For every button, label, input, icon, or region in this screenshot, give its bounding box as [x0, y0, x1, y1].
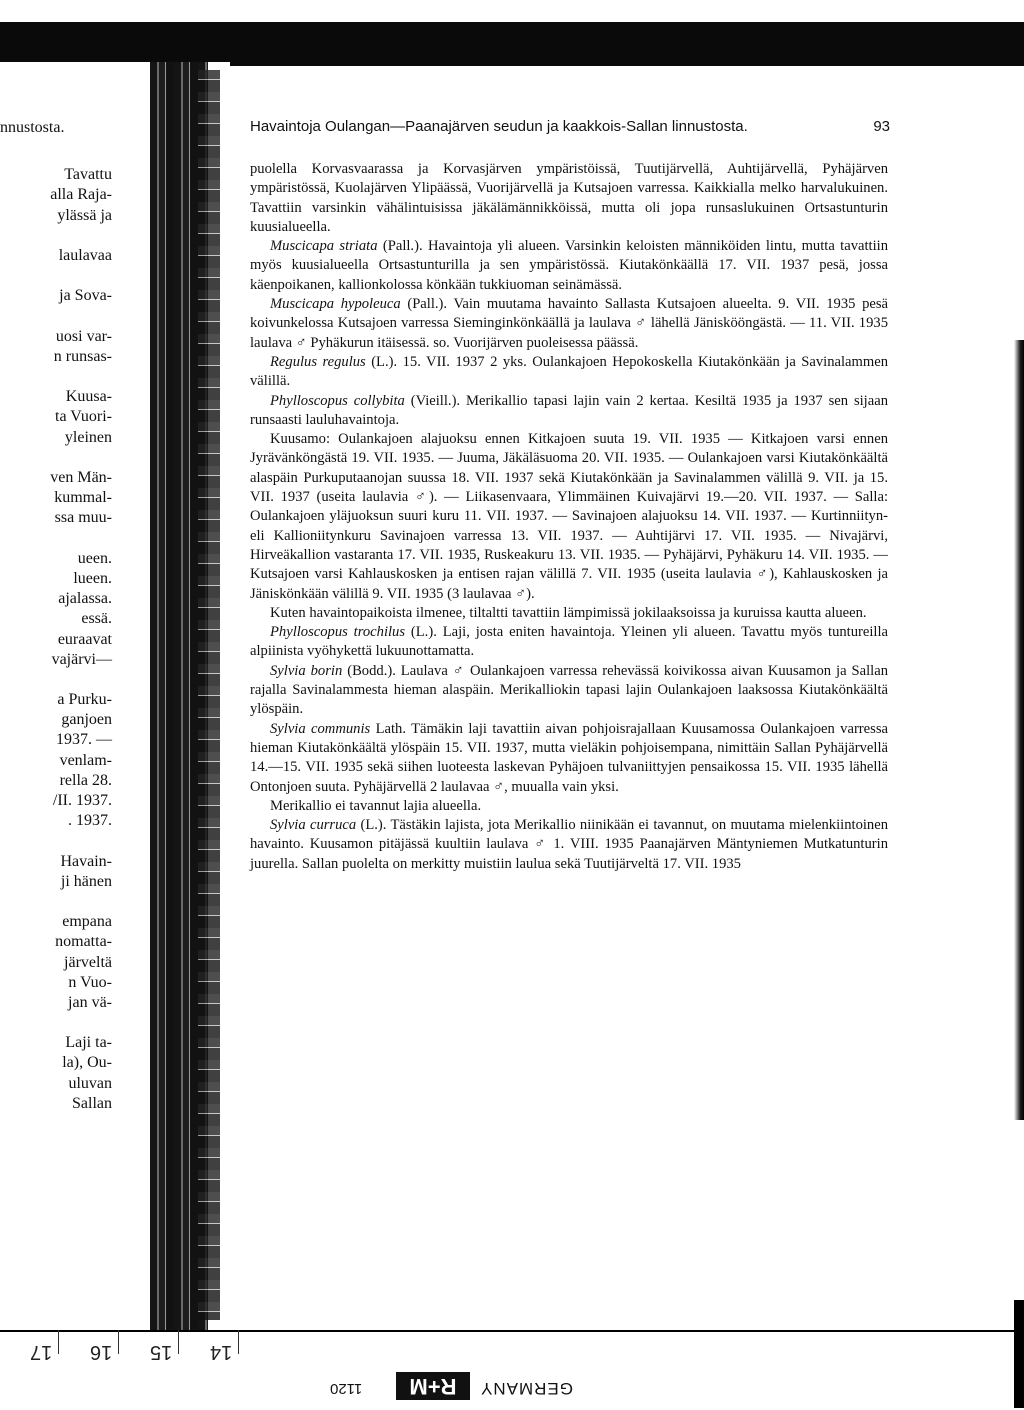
previous-page-line — [0, 1013, 112, 1033]
previous-page-line: Tavattu — [64, 166, 112, 184]
body-paragraph: Regulus regulus (L.). 15. VII. 1937 2 yks. Oulankajoen Hepokoskella Kiutakönkään ja Savinalammen välillä. — [250, 353, 889, 390]
main-text-column — [250, 160, 888, 874]
footer-number: 1120 — [330, 1380, 363, 1397]
previous-page-line: euraavat — [57, 630, 112, 648]
body-paragraph: puolella Korvasvaarassa ja Korvasjärven ympäristöissä, Tuutijärvellä, Auhtijärvellä, Pyhäjärven ympäristössä, Kuolajärven Ylipäässä, Vuorijärvellä ja Kutsajoen varressa. Kaikkialla melko harvalukuinen. Tavattiin varsinkin vähälintuisissa jäkälämännikköissä, mutta oli jopa runsaslukuinen Ortsastunturin kuusialueella. — [250, 161, 888, 235]
previous-page-line — [0, 307, 112, 327]
previous-page-line: kummal- — [54, 489, 112, 507]
previous-page-line: n runsas- — [53, 347, 112, 365]
body-paragraph: Phylloscopus collybita (Vieill.). Merikallio tapasi lajin vain 2 kertaa. Kesiltä 1935 ja 1937 sen sijaan runsaasti lauluhavaintoja. — [250, 392, 888, 428]
previous-page-line: nomatta- — [55, 933, 112, 951]
body-paragraph: Kuusamo: Oulankajoen alajuoksu ennen Kitkajoen suuta 19. VII. 1935 — Kitkajoen varsi ennen Jyrävänköngästä 19. VII. 1935. — Juuma, Jäkäläsuoma 20. VII. 1935. — Oulankajoen varsi Kiutakönkäältä alaspäin Purkuputaanojan suussa 18. VII. 1937 sekä Kiutakönkään ja Savinalammen välillä 9. VII. ja 15. VII. 1937 (useita laulavia ♂). — Liikasenvaara, Ylimmäinen Kuivajärvi 19.—20. VII. 1937. — Salla: Oulankajoen yläjuoksun suuri kuru 11. VII. 1937. — Savinajoen alajuoksu 14. VII. 1937. — Kurtinniityn- eli Kallioniitynkuru Savinajoen varressa 13. VII. 1937. — Auhtijärvi 17. VII. 1935. — Nivajärvi, Hirveäkallion vastaranta 17. VII. 1935, Ruskeakuru 13. VII. 1935. — Pyhäjärvi, Pyhäkuru 14. VII. 1935. — Kutsajoen varsi Kahlauskosken ja entisen rajan välillä 7. VII. 1935 (useita laulavia ♂), Kahlauskosken ja Jäniskönkään välillä 9. VII. 1935 (3 laulavaa ♂). — [250, 431, 888, 602]
previous-page-line: n Vuo- — [68, 973, 112, 991]
previous-page-line: ven Män- — [50, 469, 112, 486]
page-number: 93 — [873, 118, 890, 135]
previous-page-line: uluvan — [68, 1074, 112, 1092]
previous-page-line: järveltä — [64, 953, 112, 971]
previous-page-line: ja Sova- — [59, 287, 112, 305]
previous-page-line — [0, 367, 112, 387]
previous-page-line: lueen. — [73, 569, 112, 587]
previous-page-line: ueen. — [77, 549, 112, 567]
previous-page-line: ta Vuori- — [55, 408, 112, 426]
previous-page-line: vajärvi— — [51, 650, 112, 668]
footer-logo: R+M — [396, 1372, 470, 1400]
scanner-ruler — [0, 1340, 1024, 1370]
previous-page-line: la), Ou- — [62, 1054, 112, 1072]
scan-top-border — [0, 22, 1024, 62]
body-paragraph: Muscicapa striata (Pall.). Havaintoja yli alueen. Varsinkin keloisten männiköiden lintu, mutta tavattiin myös kuusialueella Ortsastunturilla ja sen ympäristössä. Kiutakönkäällä 17. VII. 1937 pesä, jossa käenpoikanen, kallionkolossa könkään tukkiuoman seinämässä. — [250, 238, 888, 293]
running-head-title: Havaintoja Oulangan—Paanajärven seudun ja kaakkois-Sallan linnustosta. — [250, 118, 748, 135]
ruler-label: 15 — [150, 1341, 173, 1363]
previous-page-line: venlam- — [59, 751, 112, 769]
previous-page-line: a Purku- — [57, 691, 112, 709]
previous-page-line: essä. — [81, 610, 112, 628]
ruler-label: 17 — [30, 1341, 53, 1363]
previous-page-line: ylässä ja — [57, 206, 112, 224]
previous-page-fragment — [0, 118, 112, 1114]
ruler-tick — [118, 1330, 119, 1354]
scan-top-border-lower — [230, 58, 1024, 66]
body-paragraph: Kuten havaintopaikoista ilmenee, tiltaltti tavattiin lämpimissä jokilaaksoissa ja kuruissa kautta alueen. — [270, 604, 867, 621]
ruler-tick — [58, 1330, 59, 1354]
previous-page-line: ajalassa. — [58, 590, 112, 608]
previous-page-line — [0, 670, 112, 690]
body-paragraph: Merikallio ei tavannut lajia alueella. — [270, 797, 482, 814]
previous-page-line: ssa muu- — [54, 509, 112, 527]
previous-page-line: ganjoen — [61, 711, 112, 729]
previous-page-line — [0, 266, 112, 286]
previous-page-line — [0, 831, 112, 851]
previous-page-line: alla Raja- — [50, 186, 112, 204]
previous-page-line: . 1937. — [68, 812, 112, 830]
footer-country: GERMANY — [480, 1379, 573, 1398]
previous-page-line: Havain- — [60, 852, 112, 870]
book-gutter-streaks — [198, 70, 220, 1320]
ruler-tick — [178, 1330, 179, 1354]
running-head — [250, 118, 890, 135]
previous-page-line — [0, 226, 112, 246]
ruler-label: 16 — [90, 1341, 113, 1363]
previous-page-line: Laji ta- — [65, 1034, 112, 1052]
body-paragraph: Sylvia communis Lath. Tämäkin laji tavattiin aivan pohjoisrajallaan Kuusamossa Oulankajoen varressa hieman Kiutakönkäältä ylöspäin 15. VII. 1937, mutta vieläkin pohjoisempana, nimittäin Sallan Pyhäjärvellä 14.—15. VII. 1935 sekä siihen luoteesta laskevan Pyhäjoen tulvaniittyjen pensaikossa 15. VII. 1935 lähellä Ontonjoen suuta. Pyhäjärvellä 2 laulavaa ♂, muualla vain yksi. — [250, 720, 888, 795]
right-page-edge-shadow — [1014, 340, 1024, 1120]
body-paragraph: Phylloscopus trochilus (L.). Laji, josta eniten havaintoja. Yleinen yli alueen. Tavattu myös tuntureilla alpiinista vyöhykettä lukuunottamatta. — [250, 624, 888, 660]
previous-page-line: jan vä- — [68, 993, 112, 1011]
previous-page-line: ji hänen — [60, 872, 112, 890]
previous-page-line — [0, 529, 112, 549]
previous-page-line: 1937. — — [56, 731, 112, 749]
scan-corner-shadow — [1014, 1300, 1024, 1408]
ruler-label: 14 — [210, 1341, 233, 1363]
previous-page-line: rella 28. — [59, 771, 112, 789]
previous-page-line: empana — [62, 913, 112, 931]
body-paragraph: Sylvia borin (Bodd.). Laulava ♂ Oulankajoen varressa rehevässä koivikossa aivan Kuusamon ja Sallan rajalla Savinalammesta hieman alaspäin. Merikalliokin tapasi lajin Oulankajoen laaksossa Kiutakönkäältä ylöspäin. — [250, 662, 888, 718]
previous-page-line: /II. 1937. — [52, 792, 112, 809]
ruler-tick — [238, 1330, 239, 1354]
previous-page-running-head: nnustosta. — [0, 119, 65, 136]
previous-page-line — [0, 448, 112, 468]
previous-page-line: laulavaa — [58, 246, 112, 264]
previous-page-line: yleinen — [64, 428, 112, 446]
previous-page-line: uosi var- — [55, 327, 112, 345]
body-paragraph: Muscicapa hypoleuca (Pall.). Vain muutama havainto Sallasta Kutsajoen alueelta. 9. VII. 1935 pesä koivunkelossa Kutsajoen varressa Sieminginkönkäällä ja laulava ♂ lähellä Jäniskööngästä. — 11. VII. 1935 laulava ♂ Pyhäkurun itäisessä. so. Vuorijärven puoleisessa päässä. — [250, 296, 889, 351]
previous-page-line: Kuusa- — [65, 388, 112, 406]
previous-page-line — [0, 892, 112, 912]
previous-page-line: Sallan — [72, 1094, 112, 1112]
body-paragraph: Sylvia curruca (L.). Tästäkin lajista, jota Merikallio niinikään ei tavannut, on muutama mielenkiintoinen havainto. Kuusamon pitäjässä kuultiin laulava ♂ 1. VIII. 1935 Paanajärven Mäntyniemen Mutkatunturin juurella. Sallan puolelta on merkitty muistiin laulua sekä Tuutijärveltä 17. VII. 1935 — [250, 817, 888, 872]
